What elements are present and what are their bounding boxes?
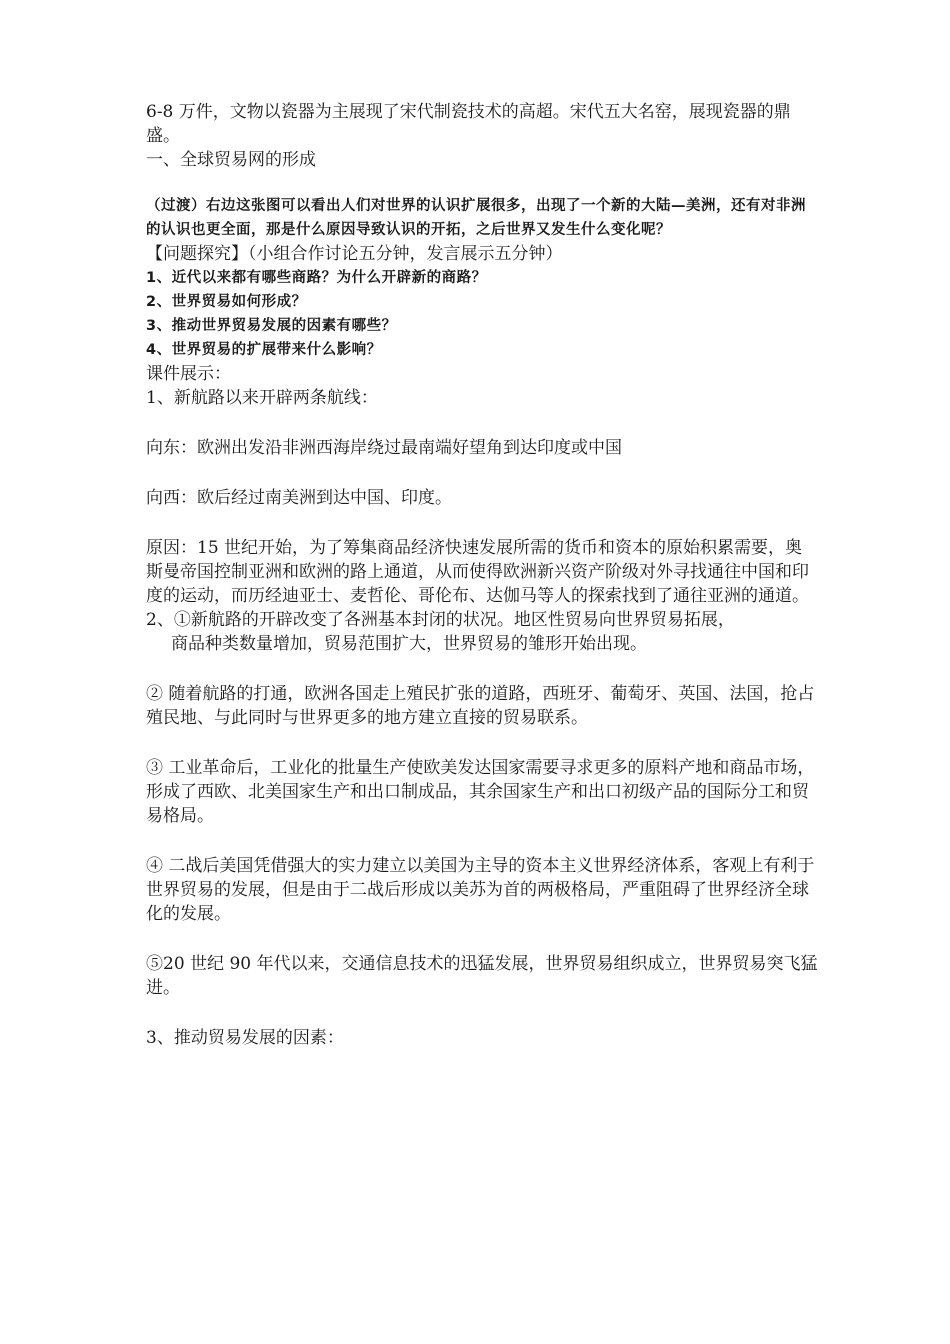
routes-title: 1、新航路以来开辟两条航线：: [146, 388, 378, 408]
point2-line1: 2、①新航路的开辟改变了各洲基本封闭的状况。地区性贸易向世界贸易拓展，: [146, 610, 735, 630]
point2-c: ③ 工业革命后，工业化的批量生产使欧美发达国家需要寻求更多的原料产地和商品市场，形成了西欧、北美国家生产和出口制成品，其余国家生产和出口初级产品的国际分工和贸易格局。: [146, 758, 815, 826]
document-page: [146, 100, 818, 1050]
point2-b: ② 随着航路的打通，欧洲各国走上殖民扩张的道路，西班牙、葡萄牙、英国、法国，抢占殖民地、与此同时与世界更多的地方建立直接的贸易联系。: [146, 684, 815, 728]
section-title: 一、全球贸易网的形成: [146, 150, 316, 170]
question-item: 4、世界贸易的扩展带来什么影响？: [146, 342, 382, 358]
question-item: 1、近代以来都有哪些商路？为什么开辟新的商路？: [146, 270, 487, 286]
question-item: 3、推动世界贸易发展的因素有哪些？: [146, 318, 397, 334]
transition-paragraph: （过渡）右边这张图可以看出人们对世界的认识扩展很多，出现了一个新的大陆—美洲，还有对非洲的认识也更全面，那是什么原因导致认识的开拓，之后世界又发生什么变化呢？: [146, 198, 806, 238]
point3: 3、推动贸易发展的因素：: [146, 1028, 344, 1048]
reason-paragraph: 原因：15 世纪开始，为了筹集商品经济快速发展所需的货币和资本的原始积累需要，奥斯曼帝国控制亚洲和欧洲的路上通道，从而使得欧洲新兴资产阶级对外寻找通往中国和印度的运动，而历经迪亚士、麦哲伦、哥伦布、达伽马等人的探索找到了通往亚洲的通道。: [146, 538, 809, 606]
east-route: 向东：欧洲出发沿非洲西海岸绕过最南端好望角到达印度或中国: [146, 438, 622, 458]
question-item: 2、世界贸易如何形成？: [146, 294, 307, 310]
point2-line2: 商品种类数量增加，贸易范围扩大，世界贸易的雏形开始出现。: [171, 634, 647, 654]
intro-paragraph: 6-8 万件，文物以瓷器为主展现了宋代制瓷技术的高超。宋代五大名窑，展现瓷器的鼎盛。: [146, 102, 791, 146]
west-route: 向西：欧后经过南美洲到达中国、印度。: [146, 488, 452, 508]
point2-e: ⑤20 世纪 90 年代以来，交通信息技术的迅猛发展，世界贸易组织成立，世界贸易突飞猛进。: [146, 954, 818, 998]
courseware-label: 课件展示：: [146, 364, 231, 384]
point2-d: ④ 二战后美国凭借强大的实力建立以美国为主导的资本主义世界经济体系，客观上有利于世界贸易的发展，但是由于二战后形成以美苏为首的两极格局，严重阻碍了世界经济全球化的发展。: [146, 856, 815, 924]
inquiry-heading: 【问题探究】（小组合作讨论五分钟，发言展示五分钟）: [146, 244, 563, 264]
